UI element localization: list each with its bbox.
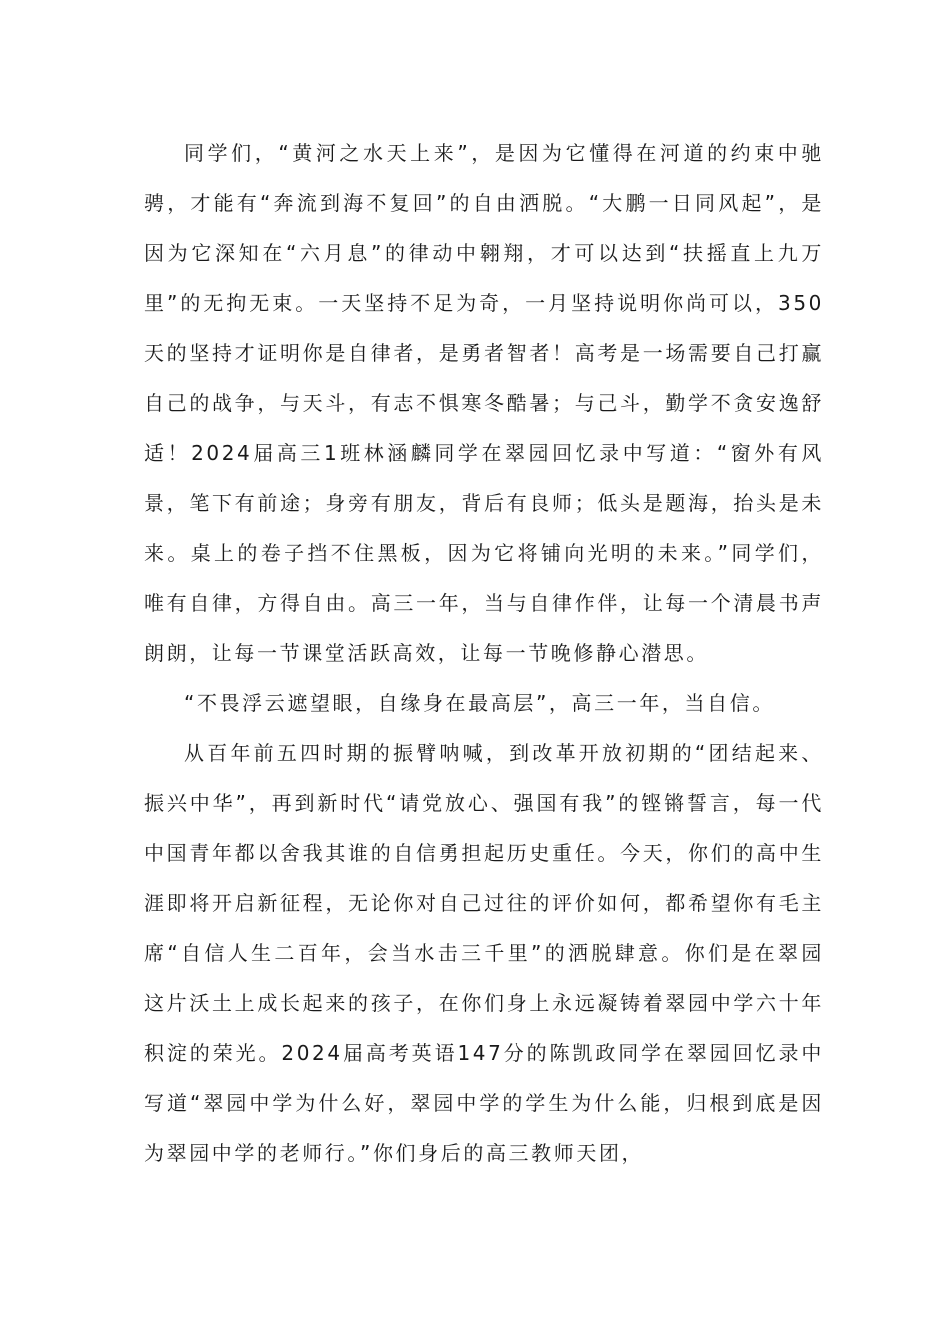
paragraph-self-discipline: 同学们，“黄河之水天上来”，是因为它懂得在河道的约束中驰骋，才能有“奔流到海不复回”的自由洒脱。“大鹏一日同风起”，是因为它深知在“六月息”的律动中翱翔，才可以达到“扶摇直上九万里”的无拘无束。一天坚持不足为奇，一月坚持说明你尚可以，350天的坚持才证明你是自律者，是勇者智者！高考是一场需要自己打赢自己的战争，与天斗，有志不惧寒冬酷暑；与己斗，勤学不贪安逸舒适！2024届高三1班林涵麟同学在翠园回忆录中写道：“窗外有风景，笔下有前途；身旁有朋友，背后有良师；低头是题海，抬头是未来。桌上的卷子挡不住黑板，因为它将铺向光明的未来。”同学们，唯有自律，方得自由。高三一年，当与自律作伴，让每一个清晨书声朗朗，让每一节课堂活跃高效，让每一节晚修静心潜思。 xyxy=(144,141,824,665)
paragraph-confidence-heading: “不畏浮云遮望眼，自缘身在最高层”，高三一年，当自信。 xyxy=(184,691,775,715)
body-text xyxy=(144,128,824,1178)
paragraph-confidence: 从百年前五四时期的振臂呐喊，到改革开放初期的“团结起来、振兴中华”，再到新时代“请党放心、强国有我”的铿锵誓言，每一代中国青年都以舍我其谁的自信勇担起历史重任。今天，你们的高中生涯即将开启新征程，无论你对自己过往的评价如何，都希望你有毛主席“自信人生二百年，会当水击三千里”的洒脱肆意。你们是在翠园这片沃土上成长起来的孩子，在你们身上永远凝铸着翠园中学六十年积淀的荣光。2024届高考英语147分的陈凯政同学在翠园回忆录中写道“翠园中学为什么好，翠园中学的学生为什么能，归根到底是因为翠园中学的老师行。”你们身后的高三教师天团， xyxy=(144,741,824,1165)
